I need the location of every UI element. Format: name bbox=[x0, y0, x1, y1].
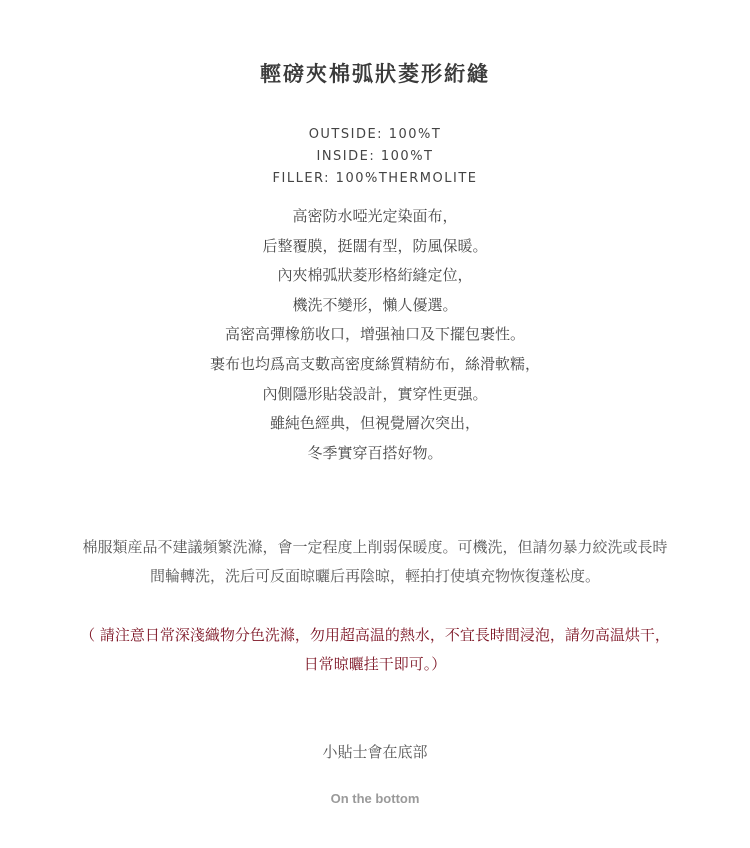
feature-line: 機洗不變形，懶人優選。 bbox=[292, 295, 458, 314]
feature-line: 高密高彈橡筋收口，增强袖口及下擺包裹性。 bbox=[224, 325, 525, 344]
tip-heading: 小貼士會在底部 bbox=[322, 743, 428, 761]
warning-line: （ 請注意日常深淺織物分色洗滌，勿用超高温的熱水，不宜長時間浸泡，請勿高温烘干， bbox=[80, 626, 670, 644]
page-title: 輕磅夾棉弧狀菱形絎縫 bbox=[260, 61, 490, 86]
feature-line: 高密防水啞光定染面布， bbox=[292, 207, 458, 225]
material-inside: INSIDE: 100%T bbox=[316, 149, 434, 164]
feature-line: 冬季實穿百搭好物。 bbox=[307, 443, 443, 462]
materials-list bbox=[0, 124, 750, 190]
material-outside: OUTSIDE: 100%T bbox=[308, 127, 442, 142]
care-instructions bbox=[0, 533, 750, 591]
warning-line: 日常晾曬挂干即可。） bbox=[303, 655, 447, 673]
feature-line: 后整覆膜，挺闊有型，防風保暖。 bbox=[262, 236, 488, 255]
features-list bbox=[0, 202, 750, 468]
tip-subheading-en: On the bottom bbox=[330, 791, 420, 806]
care-line: 間輪轉洗，洗后可反面晾曬后再陰晾，輕拍打使填充物恢復蓬松度。 bbox=[149, 567, 600, 585]
feature-line: 雖純色經典，但視覺層次突出， bbox=[269, 414, 480, 433]
care-line: 棉服類産品不建議頻繁洗滌，會一定程度上削弱保暖度。可機洗，但請勿暴力絞洗或長時 bbox=[82, 538, 668, 556]
material-filler: FILLER: 100%THERMOLITE bbox=[272, 171, 478, 186]
washing-warning bbox=[0, 621, 750, 679]
feature-line: 內夾棉弧狀菱形格絎縫定位， bbox=[277, 266, 473, 285]
feature-line: 內側隱形貼袋設計，實穿性更强。 bbox=[262, 384, 488, 403]
feature-line: 裹布也均爲高支數高密度絲質精紡布，絲滑軟糯， bbox=[209, 354, 540, 373]
